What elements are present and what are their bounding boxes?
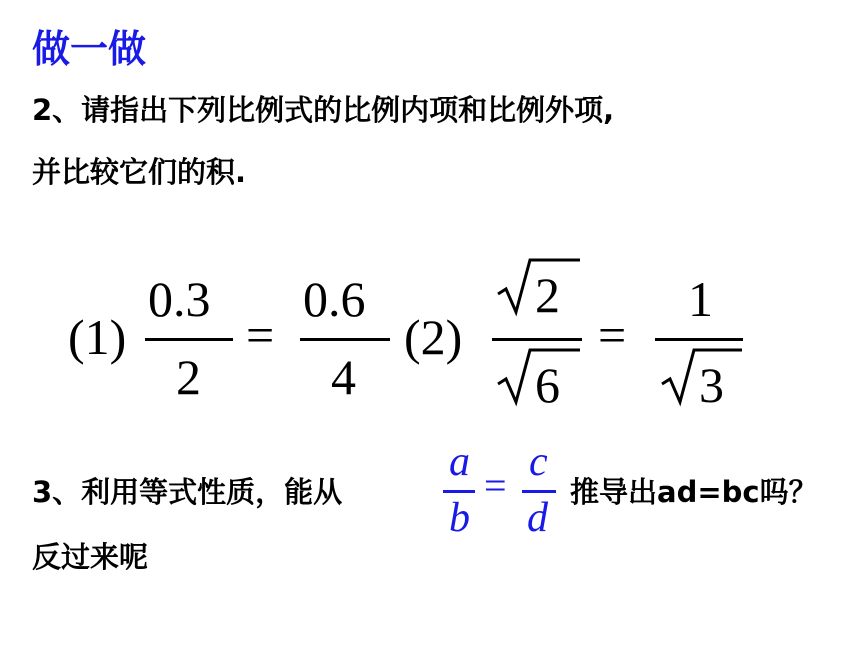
proportion-1-equals: = bbox=[246, 307, 275, 363]
proportion-1-left-denominator: 2 bbox=[176, 349, 201, 405]
fraction-a-numerator: a bbox=[449, 439, 470, 485]
question-2-line-1: 2、请指出下列比例式的比例内项和比例外项, bbox=[32, 93, 615, 127]
proportion-abcd-equals: = bbox=[484, 463, 507, 508]
fraction-a-b-bar bbox=[443, 490, 475, 493]
proportion-2-left-denominator: 6 bbox=[535, 357, 560, 413]
proportion-2-label: (2) bbox=[404, 309, 463, 365]
proportion-2-left-fraction-bar bbox=[492, 338, 582, 341]
fraction-b-denominator: b bbox=[449, 495, 470, 541]
proportion-2-left-numerator: 2 bbox=[535, 267, 560, 323]
proportion-1-right-denominator: 4 bbox=[331, 349, 356, 405]
proportion-1-label: (1) bbox=[68, 309, 127, 365]
proportion-1-right-fraction-bar bbox=[300, 338, 390, 341]
proportion-1-right-numerator: 0.6 bbox=[303, 271, 366, 327]
question-3-prefix: 3、利用等式性质，能从 bbox=[32, 475, 343, 509]
proportion-1-left-fraction-bar bbox=[145, 338, 233, 341]
proportion-2-right-fraction-bar bbox=[655, 338, 743, 341]
proportion-2-right-numerator: 1 bbox=[688, 271, 713, 327]
proportion-1-left-numerator: 0.3 bbox=[148, 271, 211, 327]
fraction-c-d-bar bbox=[522, 490, 556, 493]
fraction-d-denominator: d bbox=[527, 495, 548, 541]
question-3-line-2: 反过来呢 bbox=[32, 540, 149, 574]
fraction-c-numerator: c bbox=[529, 439, 548, 485]
proportion-2-right-denominator: 3 bbox=[699, 357, 724, 413]
question-2-line-2: 并比较它们的积. bbox=[32, 155, 247, 189]
proportion-2-equals: = bbox=[598, 307, 627, 363]
question-3-suffix: 推导出ad=bc吗？ bbox=[570, 475, 818, 509]
page-title: 做一做 bbox=[32, 27, 147, 71]
